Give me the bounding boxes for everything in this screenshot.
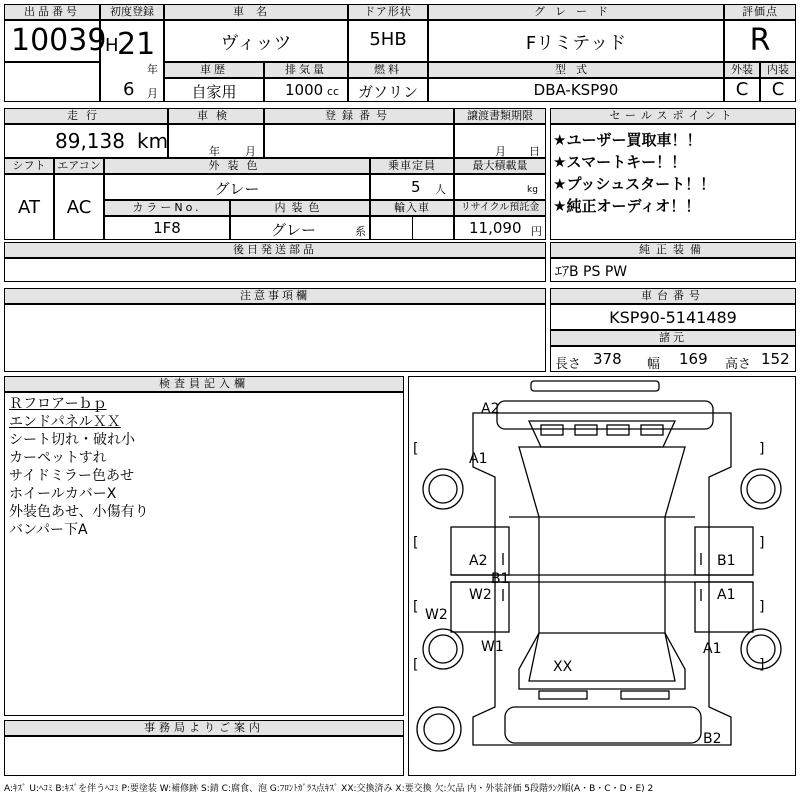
reg-year-unit: 年 xyxy=(147,63,158,76)
max-load-unit: kg xyxy=(527,185,538,195)
inspection-month-unit: 月 xyxy=(245,145,256,158)
exterior-header: 外装 xyxy=(724,62,760,78)
length: 378 xyxy=(593,350,622,368)
displacement-cell xyxy=(264,78,348,102)
interior-header: 内装 xyxy=(760,62,796,78)
car-diagram xyxy=(409,377,795,775)
lot-number-cell xyxy=(4,20,107,62)
displacement-header: 排気量 xyxy=(264,62,348,78)
sales-point-4: ★純正オーディオ！！ xyxy=(553,197,701,215)
score-cell xyxy=(724,20,796,62)
car-name-cell xyxy=(164,20,348,62)
mileage-unit: km xyxy=(137,129,169,153)
damage-mark: XX xyxy=(553,659,573,675)
inspector-line-4: カーペットすれ xyxy=(9,450,107,466)
chassis-number: KSP90-5141489 xyxy=(609,308,737,327)
transfer-deadline-header: 譲渡書類期限 xyxy=(454,108,546,124)
damage-bracket: ] xyxy=(759,657,765,673)
later-parts-box xyxy=(4,258,546,282)
width: 169 xyxy=(679,350,708,368)
damage-mark: A2 xyxy=(481,401,500,417)
lot-number-header: 出品番号 xyxy=(4,4,100,20)
shift-header: シフト xyxy=(4,158,54,174)
damage-bracket: ] xyxy=(759,441,765,457)
damage-map xyxy=(408,376,796,776)
history-header: 車歴 xyxy=(164,62,264,78)
damage-bracket: [ xyxy=(413,535,419,551)
deadline-month-unit: 月 xyxy=(495,145,506,158)
mileage-cell xyxy=(4,124,168,158)
int-color-header: 内装色 xyxy=(230,200,370,216)
sales-point-3: ★プッシュスタート！！ xyxy=(553,175,716,193)
damage-mark: W2 xyxy=(425,607,448,623)
reg-month-unit: 月 xyxy=(147,87,158,100)
dims-header: 諸元 xyxy=(550,330,796,346)
max-load-cell xyxy=(454,174,546,200)
inspector-box xyxy=(4,392,404,716)
registration-number-cell xyxy=(264,124,454,158)
damage-mark: B1 xyxy=(717,553,736,569)
notes-box xyxy=(4,304,546,372)
history-cell xyxy=(164,78,264,102)
legend: A:ｷｽﾞ U:ﾍｺﾐ B:ｷｽﾞを伴うﾍｺﾐ P:要塗装 W:補修跡 S:錆 C:腐食、泡 G:ﾌﾛﾝﾄｶﾞﾗｽ点ｷｽﾞ XX:交換済み X:要交換 欠:欠品 内・外装評価 5段階ﾗﾝｸ順(A・B・C・D・E) 2 xyxy=(4,784,654,794)
mileage-header: 走行 xyxy=(4,108,168,124)
sales-points-box xyxy=(550,124,796,240)
interior-cell xyxy=(760,78,796,102)
damage-bracket: [ xyxy=(413,441,419,457)
sales-point-2: ★スマートキー！！ xyxy=(553,153,687,171)
damage-bracket: ] xyxy=(759,599,765,615)
chassis-box xyxy=(550,304,796,330)
equipment: ｴｱB PS PW xyxy=(555,264,628,280)
int-color-cell xyxy=(230,216,370,240)
damage-mark: A1 xyxy=(469,451,488,467)
height: 152 xyxy=(761,350,790,368)
shift-cell xyxy=(4,174,54,240)
import-header: 輸入車 xyxy=(370,200,454,216)
office-box xyxy=(4,736,404,776)
damage-mark: B2 xyxy=(703,731,722,747)
score: R xyxy=(749,23,771,58)
reg-month: 6 xyxy=(123,79,135,100)
first-registration-header: 初度登録 xyxy=(100,4,164,20)
mileage: 89,138 xyxy=(55,129,125,153)
int-color-suffix: 系 xyxy=(355,225,366,238)
front-bumper-outline xyxy=(505,707,701,743)
sales-points-header: セールスポイント xyxy=(550,108,796,124)
ext-color-cell xyxy=(104,174,370,200)
lot-blank-cell xyxy=(4,62,100,102)
capacity-unit: 人 xyxy=(435,183,446,196)
color-no-cell xyxy=(104,216,230,240)
first-registration-cell xyxy=(100,20,164,102)
inspector-line-1: Ｒフロアーｂｐ xyxy=(9,396,107,412)
recycle-cell xyxy=(454,216,546,240)
inspector-line-3: シート切れ・破れ小 xyxy=(9,432,135,448)
damage-mark: W2 xyxy=(469,587,492,603)
model-cell xyxy=(428,78,724,102)
ac: AC xyxy=(66,197,92,218)
ac-header: エアコン xyxy=(54,158,104,174)
grade: Fリミテッド xyxy=(525,33,627,54)
capacity-cell xyxy=(370,174,454,200)
roof-box xyxy=(497,401,713,429)
equipment-box xyxy=(550,258,796,282)
displacement: 1000 xyxy=(285,81,324,99)
dims-box xyxy=(550,346,796,372)
exterior-grade: C xyxy=(735,79,749,100)
damage-bracket: [ xyxy=(413,599,419,615)
door-header: ドア形状 xyxy=(348,4,428,20)
color-no: 1F8 xyxy=(153,219,181,237)
deadline-day-unit: 日 xyxy=(529,145,540,158)
model-header: 型式 xyxy=(428,62,724,78)
registration-number-header: 登録番号 xyxy=(264,108,454,124)
windshield xyxy=(529,633,675,681)
inspection-header: 車検 xyxy=(168,108,264,124)
damage-bracket: ] xyxy=(759,535,765,551)
grade-header: グレード xyxy=(428,4,724,20)
inspection-year-unit: 年 xyxy=(209,145,220,158)
body-outline xyxy=(473,413,731,745)
height-label: 高さ xyxy=(725,357,752,372)
chassis-header: 車台番号 xyxy=(550,288,796,304)
fuel: ガソリン xyxy=(357,83,418,101)
sales-point-1: ★ユーザー買取車！！ xyxy=(553,131,702,149)
inspector-line-6: ホイールカバーX xyxy=(9,486,117,502)
displacement-unit: cc xyxy=(327,85,340,98)
damage-bracket: [ xyxy=(413,657,419,673)
model: DBA-KSP90 xyxy=(533,81,619,99)
notes-header: 注意事項欄 xyxy=(4,288,546,304)
door-cell xyxy=(348,20,428,62)
exterior-cell xyxy=(724,78,760,102)
era: H xyxy=(105,35,119,56)
later-parts-header: 後日発送部品 xyxy=(4,242,546,258)
transfer-deadline-cell xyxy=(454,124,546,158)
max-load-header: 最大積載量 xyxy=(454,158,546,174)
import-cell-inner xyxy=(412,216,454,240)
ext-color: グレー xyxy=(214,180,260,198)
ac-cell xyxy=(54,174,104,240)
inspector-line-5: サイドミラー色あせ xyxy=(9,468,135,484)
lot-number: 10039 xyxy=(11,23,107,58)
length-label: 長さ xyxy=(555,357,582,372)
cabin-outline xyxy=(519,447,685,689)
grade-cell xyxy=(428,20,724,62)
door-type: 5HB xyxy=(369,29,407,50)
damage-mark: A1 xyxy=(703,641,722,657)
recycle-unit: 円 xyxy=(531,225,542,238)
reg-year: 21 xyxy=(117,27,156,62)
car-name-header: 車名 xyxy=(164,4,348,20)
damage-mark: B1 xyxy=(491,571,510,587)
damage-mark: A1 xyxy=(717,587,736,603)
office-header: 事務局よりご案内 xyxy=(4,720,404,736)
equipment-header: 純正装備 xyxy=(550,242,796,258)
inspector-line-7: 外装色あせ、小傷有り xyxy=(9,504,149,520)
inspection-cell xyxy=(168,124,264,158)
rear-bumper-outline xyxy=(531,381,659,391)
shift: AT xyxy=(18,197,40,218)
damage-mark: W1 xyxy=(481,639,504,655)
car-name: ヴィッツ xyxy=(220,33,292,54)
ext-color-header: 外装色 xyxy=(104,158,370,174)
inspector-line-2: エンドパネルＸＸ xyxy=(9,414,121,430)
capacity-header: 乗車定員 xyxy=(370,158,454,174)
inspector-header: 検査員記入欄 xyxy=(4,376,404,392)
interior-grade: C xyxy=(771,79,785,100)
int-color: グレー xyxy=(271,221,317,239)
history: 自家用 xyxy=(191,83,237,101)
width-label: 幅 xyxy=(647,357,661,372)
fuel-header: 燃料 xyxy=(348,62,428,78)
score-header: 評価点 xyxy=(724,4,796,20)
fuel-cell xyxy=(348,78,428,102)
recycle-header: リサイクル預託金 xyxy=(454,200,546,216)
capacity: 5 xyxy=(411,178,421,196)
recycle-fee: 11,090 xyxy=(469,219,522,237)
damage-mark: A2 xyxy=(469,553,488,569)
inspector-line-8: バンパー下A xyxy=(9,522,88,538)
color-no-header: カラーNo. xyxy=(104,200,230,216)
